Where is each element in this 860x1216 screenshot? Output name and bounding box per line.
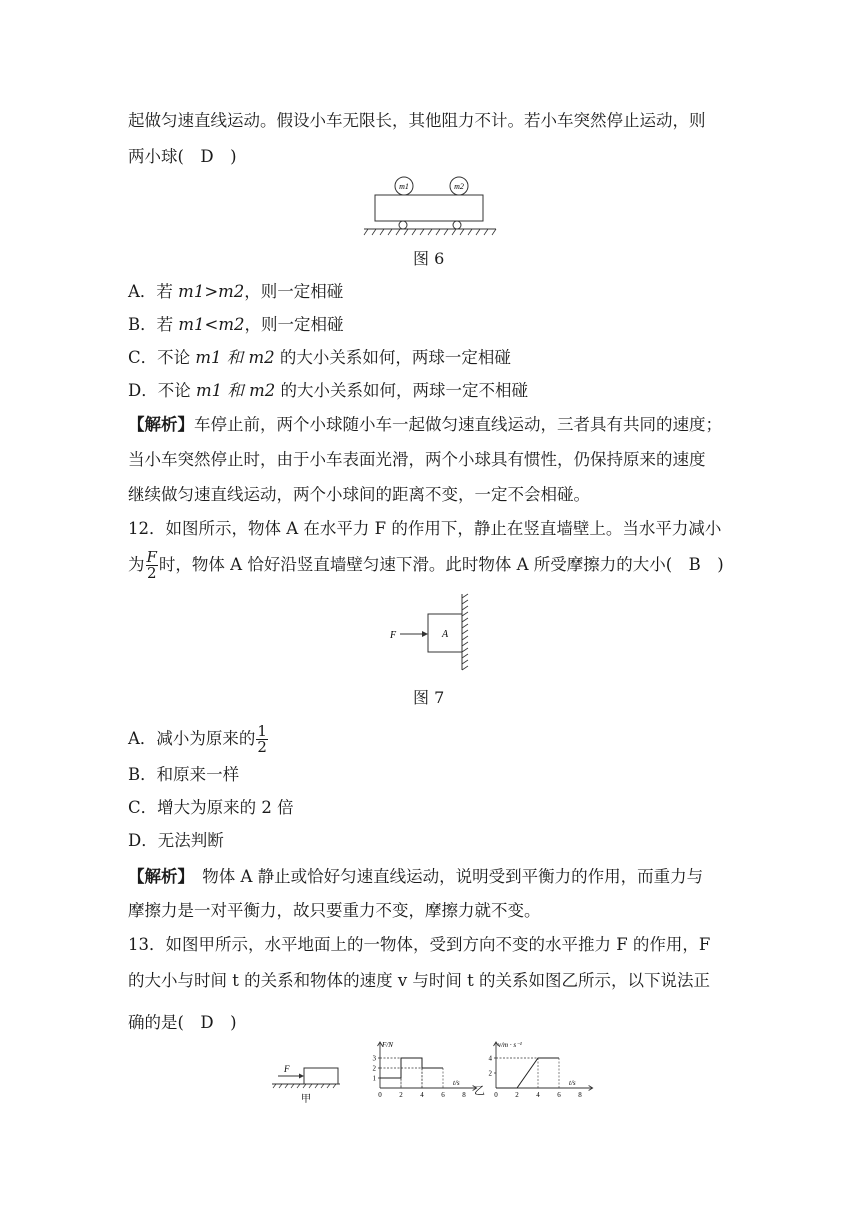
figure-jia xyxy=(270,1060,342,1104)
fraction-f-over-2: $\frac{F}{2}$ xyxy=(146,548,157,582)
q12-analysis-1: 【解析】 物体 A 静止或恰好匀速直线运动，说明受到平衡力的作用，而重力与 xyxy=(128,867,704,886)
y-tick-label: 2 xyxy=(372,1064,376,1073)
x-tick-label: 4 xyxy=(536,1091,540,1099)
wall-hatch xyxy=(462,594,468,670)
q13-line1: 13．如图甲所示，水平地面上的一物体，受到方向不变的水平推力 F 的作用，F xyxy=(128,935,711,954)
y-tick-label: 4 xyxy=(488,1054,492,1063)
q11-option-a: A．若 m1>m2，则一定相碰 xyxy=(128,282,344,301)
x-tick-label: 4 xyxy=(420,1091,424,1099)
y-tick-label: 3 xyxy=(372,1054,376,1063)
x-tick-label: 8 xyxy=(462,1091,466,1099)
q11-option-c: C．不论 m1 和 m2 的大小关系如何，两球一定相碰 xyxy=(128,348,511,367)
chart-force-time xyxy=(360,1038,472,1102)
fraction-one-half: $\frac{1}{2}$ xyxy=(257,722,267,756)
y-tick-label: 1 xyxy=(372,1074,376,1083)
figure-6-caption: 图 6 xyxy=(413,249,445,268)
q11-analysis-1: 【解析】车停止前，两个小球随小车一起做匀速直线运动，三者具有共同的速度； xyxy=(128,415,722,434)
q11-line2: 两小球( D ) xyxy=(128,147,237,166)
ball-m2-label: m2 xyxy=(454,182,464,191)
x-tick-label: 0 xyxy=(494,1091,498,1099)
x-tick-label: 2 xyxy=(399,1091,403,1099)
cart-wheel-left xyxy=(399,221,407,229)
q13-line2: 的大小与时间 t 的关系和物体的速度 v 与时间 t 的关系如图乙所示，以下说法正 xyxy=(128,971,711,990)
x-axis-label: t/s xyxy=(569,1079,576,1087)
figure-7-block-wall xyxy=(388,594,480,670)
ball-m1-label: m1 xyxy=(399,182,409,191)
q12-option-d: D．无法判断 xyxy=(128,831,224,850)
figure-7-caption: 图 7 xyxy=(413,688,445,707)
label-jia: 甲 xyxy=(301,1094,311,1105)
q12-option-b: B．和原来一样 xyxy=(128,765,240,784)
y-axis-label: F/N xyxy=(382,1041,393,1049)
series-line xyxy=(496,1058,559,1088)
x-axis-label: t/s xyxy=(453,1079,460,1087)
x-tick-label: 6 xyxy=(441,1091,445,1099)
q12-option-a: A．减小为原来的 $\frac{1}{2}$ xyxy=(128,722,267,756)
figure-6-cart xyxy=(364,172,496,238)
cart-wheel-right xyxy=(453,221,461,229)
q12-line1: 12．如图所示，物体 A 在水平力 F 的作用下，静止在竖直墙壁上。当水平力减小 xyxy=(128,519,722,538)
y-tick-label: 2 xyxy=(488,1069,492,1078)
q13-line3: 确的是( D ) xyxy=(128,1013,237,1032)
block-a-label: A xyxy=(441,629,449,640)
chart-velocity-time xyxy=(476,1038,588,1102)
x-tick-label: 0 xyxy=(378,1091,382,1099)
x-tick-label: 6 xyxy=(557,1091,561,1099)
q12-option-c: C．增大为原来的 2 倍 xyxy=(128,798,294,817)
object-block xyxy=(304,1068,338,1084)
push-arrowhead xyxy=(299,1074,304,1079)
force-arrowhead xyxy=(422,631,428,637)
x-tick-label: 2 xyxy=(515,1091,519,1099)
q11-option-b: B．若 m1<m2，则一定相碰 xyxy=(128,315,344,334)
q11-analysis-2: 当小车突然停止时，由于小车表面光滑，两个小球具有惯性，仍保持原来的速度 xyxy=(128,450,706,469)
y-axis-label: v/m · s⁻¹ xyxy=(498,1041,522,1049)
q11-analysis-3: 继续做匀速直线运动，两个小球间的距离不变，一定不会相碰。 xyxy=(128,485,590,504)
force-f-label: F xyxy=(390,630,397,641)
ground-hatch xyxy=(364,229,496,235)
q11-line1: 起做匀速直线运动。假设小车无限长，其他阻力不计。若小车突然停止运动，则 xyxy=(128,111,706,130)
cart-body xyxy=(375,195,483,221)
push-force-label: F xyxy=(284,1064,290,1074)
x-tick-label: 8 xyxy=(578,1091,582,1099)
floor-hatch xyxy=(273,1084,336,1088)
q12-line2: 为 $\frac{F}{2}$ 时，物体 A 恰好沿竖直墙壁匀速下滑。此时物体 A 所受摩擦力的大小( B ) xyxy=(128,548,724,582)
q11-option-d: D．不论 m1 和 m2 的大小关系如何，两球一定不相碰 xyxy=(128,381,529,400)
label-yi: 乙 xyxy=(474,1084,485,1097)
q12-analysis-2: 摩擦力是一对平衡力，故只要重力不变，摩擦力就不变。 xyxy=(128,901,541,920)
